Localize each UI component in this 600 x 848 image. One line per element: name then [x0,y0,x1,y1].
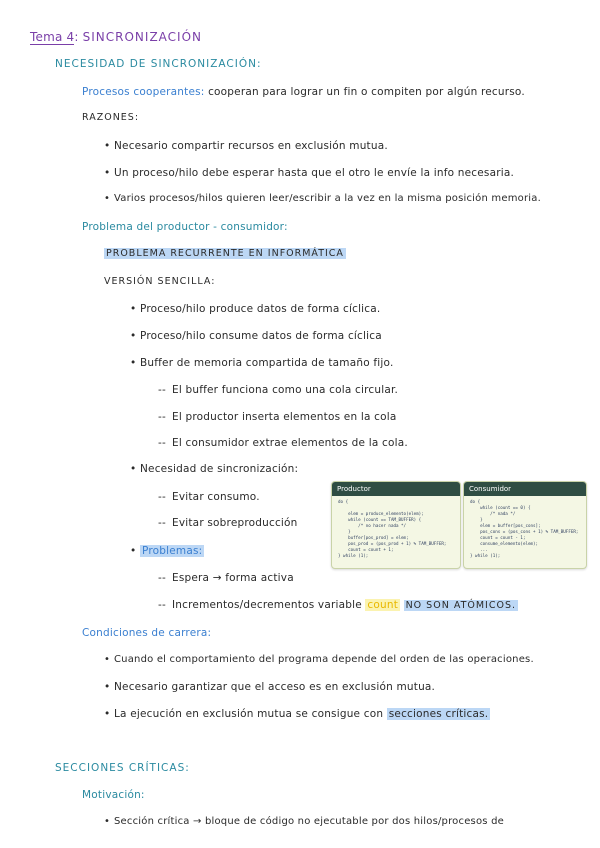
count-word: count [367,599,399,611]
incrementos-subitem [158,599,518,611]
condicion-item [104,654,534,665]
productor-heading: Problema del productor - consumidor: [82,221,288,233]
bullet-icon: • [104,140,111,152]
dash-icon: ‐‐ [158,384,166,396]
condiciones-heading: Condiciones de carrera: [82,627,212,639]
title-main: SINCRONIZACIÓN [82,30,203,44]
problemas-item [130,545,204,557]
bullet-icon: • [104,708,111,720]
buffer-subitem [158,384,398,396]
no-atomicos-highlight: NO SON ATÓMICOS. [405,600,517,611]
code-line: while (count == TAM_BUFFER) { [338,517,422,522]
razon-text: Un proceso/hilo debe esperar hasta que el otro le envíe la info necesaria. [114,167,515,179]
procesos-line [82,86,525,98]
productor-card-title: Productor [332,482,460,496]
productor-code-card [331,481,461,569]
code-line: /* no hacer nada */ [338,523,407,528]
razon-item [104,140,388,152]
buffer-subitem [158,411,396,423]
code-line: buffer[pos_prod] = elem; [338,535,409,540]
buffer-subtext: El buffer funciona como una cola circular. [172,384,399,396]
code-line: pos_prod = (pos_prod + 1) % TAM_BUFFER; [338,541,447,546]
page-title [30,30,202,44]
version-item [130,303,380,315]
recurrente-highlight: PROBLEMA RECURRENTE EN INFORMÁTICA [106,248,344,259]
code-line: while (count == 0) { [470,505,531,510]
productor-code [332,496,460,562]
code-line: count = count - 1; [470,535,526,540]
seccion-item [104,816,504,827]
dash-icon: ‐‐ [158,599,166,611]
version-text: Proceso/hilo consume datos de forma cíclica [140,330,382,342]
arrow-icon: → [212,572,222,584]
recurrente-line [104,248,346,259]
bullet-icon: • [130,463,137,475]
title-colon: : [74,30,79,44]
consumidor-code-card [463,481,587,569]
code-line: elem = buffer[pos_cons]; [470,523,541,528]
bullet-icon: • [130,545,137,557]
condicion-text: Necesario garantizar que el acceso es en exclusión mutua. [114,681,436,693]
procesos-label: Procesos cooperantes: [82,86,205,98]
espera-b: forma activa [225,572,294,584]
version-text: Proceso/hilo produce datos de forma cíclica. [140,303,381,315]
condicion-text: Cuando el comportamiento del programa depende del orden de las operaciones. [114,654,534,665]
section-heading-necesidad: NECESIDAD DE SINCRONIZACIÓN: [55,58,262,70]
dash-icon: ‐‐ [158,491,166,503]
dash-icon: ‐‐ [158,517,166,529]
espera-a: Espera [172,572,210,584]
bullet-icon: • [104,193,111,204]
consumidor-code [464,496,586,562]
necesidad-subtext: Evitar consumo. [172,491,260,503]
incrementos-text: Incrementos/decrementos variable [172,599,362,611]
necesidad-label: Necesidad de sincronización: [140,463,299,475]
espera-subitem [158,572,294,584]
motivacion-label: Motivación: [82,789,145,801]
bullet-icon: • [130,357,137,369]
code-line: } while (1); [338,553,369,558]
code-line: count = count + 1; [338,547,394,552]
version-item [130,357,394,369]
dash-icon: ‐‐ [158,437,166,449]
bullet-icon: • [104,654,111,665]
buffer-subtext: El consumidor extrae elementos de la cola. [172,437,408,449]
buffer-subtext: El productor inserta elementos en la cola [172,411,397,423]
razon-item [104,167,514,179]
version-label: VERSIÓN SENCILLA: [104,276,216,287]
condicion-item [104,681,435,693]
code-line: } [338,529,351,534]
razon-text: Necesario compartir recursos en exclusión mutua. [114,140,388,152]
bullet-icon: • [104,816,111,827]
razon-text: Varios procesos/hilos quieren leer/escribir a la vez en la misma posición memoria. [114,193,541,204]
secciones-highlight: secciones críticas. [388,708,489,720]
code-line: } [470,517,483,522]
version-item [130,330,382,342]
code-line: } while (1); [470,553,501,558]
problemas-label: Problemas: [142,545,203,557]
razones-label: RAZONES: [82,112,140,123]
bullet-icon: • [104,681,111,693]
dash-icon: ‐‐ [158,411,166,423]
bullet-icon: • [104,167,111,179]
code-line: elem = produce_elemento(elem); [338,511,424,516]
bullet-icon: • [130,303,137,315]
condicion-text: La ejecución en exclusión mutua se consigue con [114,708,384,720]
bullet-icon: • [130,330,137,342]
buffer-subitem [158,437,408,449]
procesos-text: cooperan para lograr un fin o compiten por algún recurso. [208,86,525,98]
condicion-item [104,708,490,720]
consumidor-card-title: Consumidor [464,482,586,496]
title-prefix: Tema 4 [30,30,75,44]
code-line: consume_elemento(elem); [470,541,539,546]
necesidad-subitem [158,517,298,529]
version-text: Buffer de memoria compartida de tamaño fijo. [140,357,394,369]
necesidad-subitem [158,491,260,503]
code-line: pos_cons = (pos_cons + 1) % TAM_BUFFER; [470,529,579,534]
code-line: do { [338,499,349,504]
dash-icon: ‐‐ [158,572,166,584]
necesidad-subtext: Evitar sobreproducción [172,517,298,529]
necesidad-item [130,463,298,475]
razon-item [104,193,541,204]
section-heading-secciones: SECCIONES CRÍTICAS: [55,762,190,774]
code-line: do { [470,499,481,504]
code-line: /* nada */ [470,511,516,516]
seccion-text: Sección crítica → bloque de código no ejecutable por dos hilos/procesos de [114,816,504,827]
code-line: ... [470,547,488,552]
